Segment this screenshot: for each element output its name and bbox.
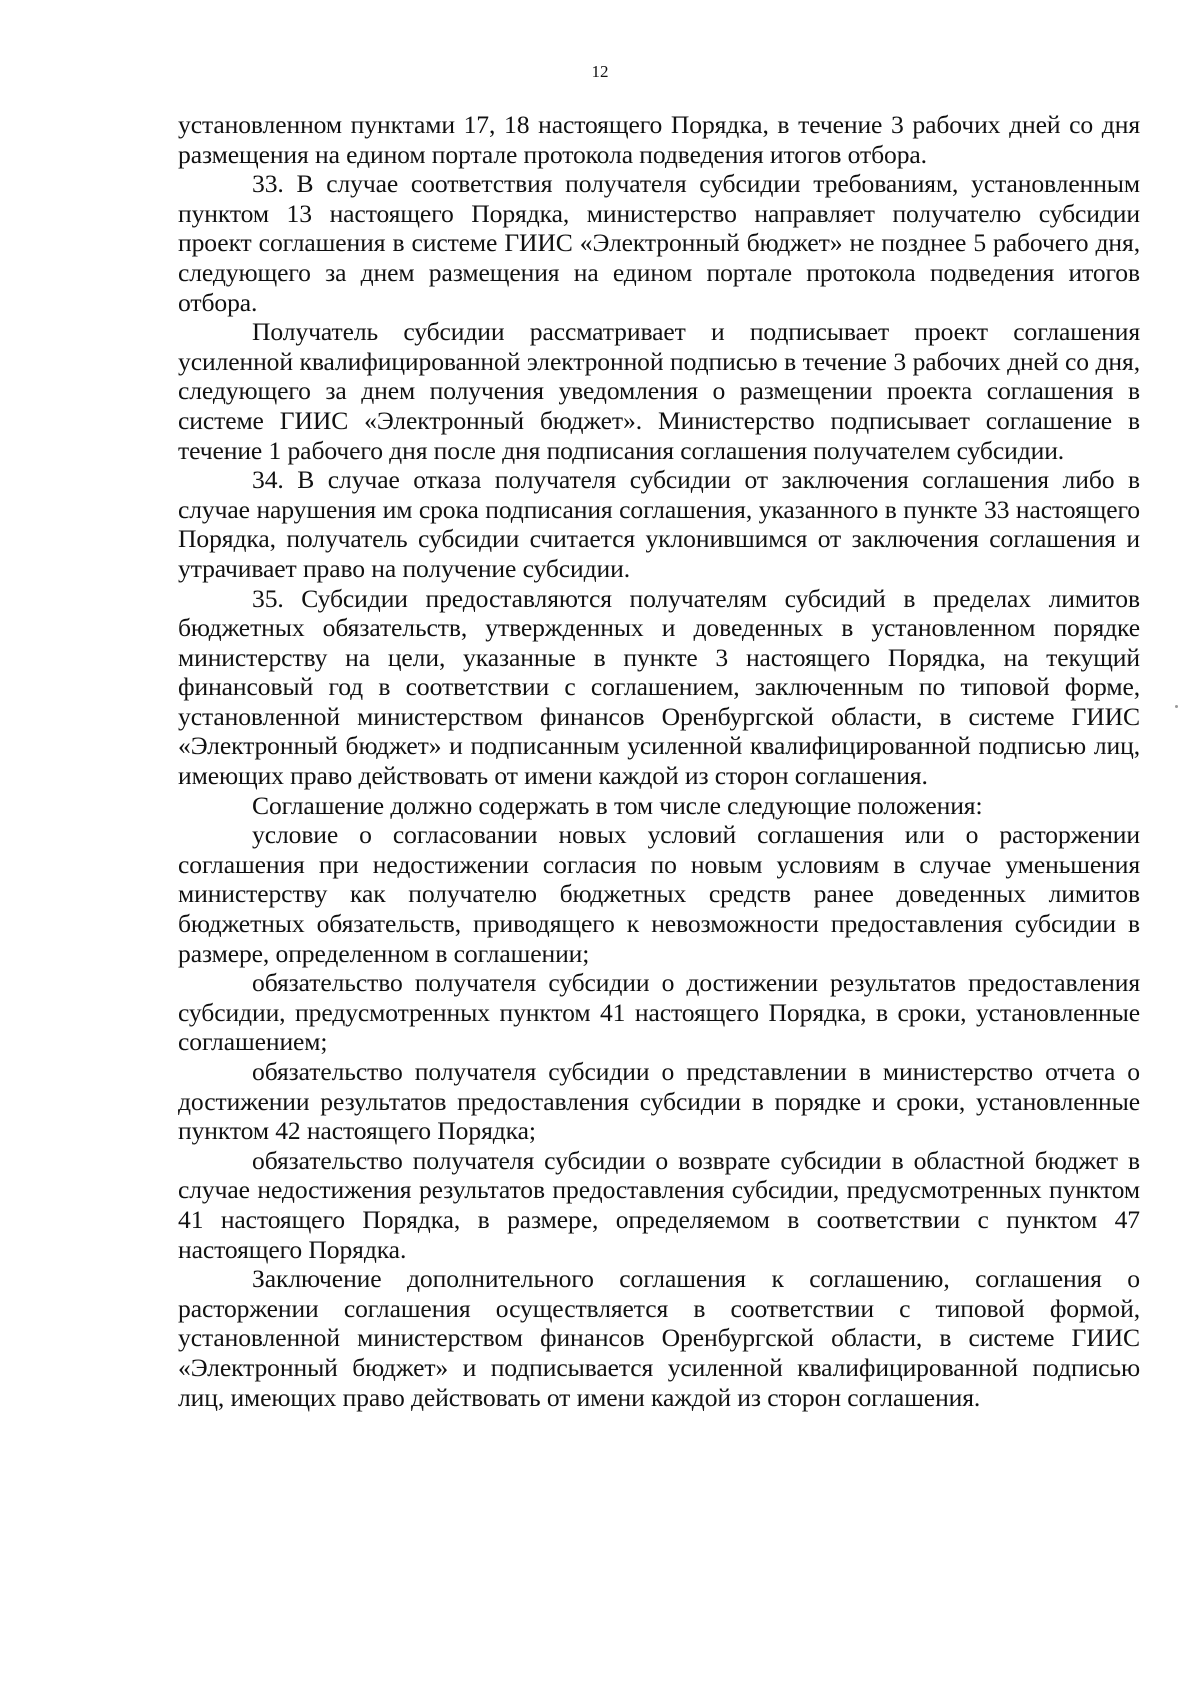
document-body (178, 110, 1140, 1412)
paragraph-item-34: 34. В случае отказа получателя субсидии от заключения соглашения либо в случае нарушения им срока подписания соглашения, указанного в пункте 33 настоящего Порядка, получатель субсидии считается уклонившимся от заключения соглашения и утрачивает право на получение субсидии. (178, 465, 1140, 583)
paragraph-recipient-signing: Получатель субсидии рассматривает и подписывает проект соглашения усиленной квалифицированной электронной подписью в течение 3 рабочих дней со дня, следующего за днем получения уведомления о размещении проекта соглашения в системе ГИИС «Электронный бюджет». Министерство подписывает соглашение в течение 1 рабочего дня после дня подписания соглашения получателем субсидии. (178, 317, 1140, 465)
paragraph-continuation: установленном пунктами 17, 18 настоящего Порядка, в течение 3 рабочих дней со дня размещения на едином портале протокола подведения итогов отбора. (178, 110, 1140, 169)
paragraph-provision-condition: условие о согласовании новых условий соглашения или о расторжении соглашения при недостижении согласия по новым условиям в случае уменьшения министерству как получателю бюджетных средств ранее доведенных лимитов бюджетных обязательств, приводящего к невозможности предоставления субсидии в размере, определенном в соглашении; (178, 820, 1140, 968)
paragraph-agreement-provisions-intro: Соглашение должно содержать в том числе следующие положения: (252, 790, 983, 820)
paragraph-additional-agreement: Заключение дополнительного соглашения к соглашению, соглашения о расторжении соглашения осуществляется в соответствии с типовой формой, установленной министерством финансов Оренбургской области, в системе ГИИС «Электронный бюджет» и подписывается усиленной квалифицированной подписью лиц, имеющих право действовать от имени каждой из сторон соглашения. (178, 1264, 1140, 1412)
page-number: 12 (591, 62, 609, 81)
paragraph-provision-return: обязательство получателя субсидии о возврате субсидии в областной бюджет в случае недостижения результатов предоставления субсидии, предусмотренных пунктом 41 настоящего Порядка, в размере, определяемом в соответствии с пунктом 47 настоящего Порядка. (178, 1145, 1140, 1264)
paragraph-provision-report: обязательство получателя субсидии о представлении в министерство отчета о достижении результатов предоставления субсидии в порядке и сроки, установленные пунктом 42 настоящего Порядка; (178, 1057, 1140, 1146)
scan-speck (1175, 705, 1178, 708)
paragraph-item-35: 35. Субсидии предоставляются получателям субсидий в пределах лимитов бюджетных обязательств, утвержденных и доведенных в установленном порядке министерству на цели, указанные в пункте 3 настоящего Порядка, на текущий финансовый год в соответствии с соглашением, заключенным по типовой форме, установленной министерством финансов Оренбургской области, в системе ГИИС «Электронный бюджет» и подписанным усиленной квалифицированной подписью лиц, имеющих право действовать от имени каждой из сторон соглашения. (178, 583, 1140, 791)
paragraph-provision-results: обязательство получателя субсидии о достижении результатов предоставления субсидии, предусмотренных пунктом 41 настоящего Порядка, в сроки, установленные соглашением; (178, 968, 1140, 1057)
paragraph-item-33: 33. В случае соответствия получателя субсидии требованиям, установленным пунктом 13 настоящего Порядка, министерство направляет получателю субсидии проект соглашения в системе ГИИС «Электронный бюджет» не позднее 5 рабочего дня, следующего за днем размещения на едином портале протокола подведения итогов отбора. (178, 169, 1140, 317)
